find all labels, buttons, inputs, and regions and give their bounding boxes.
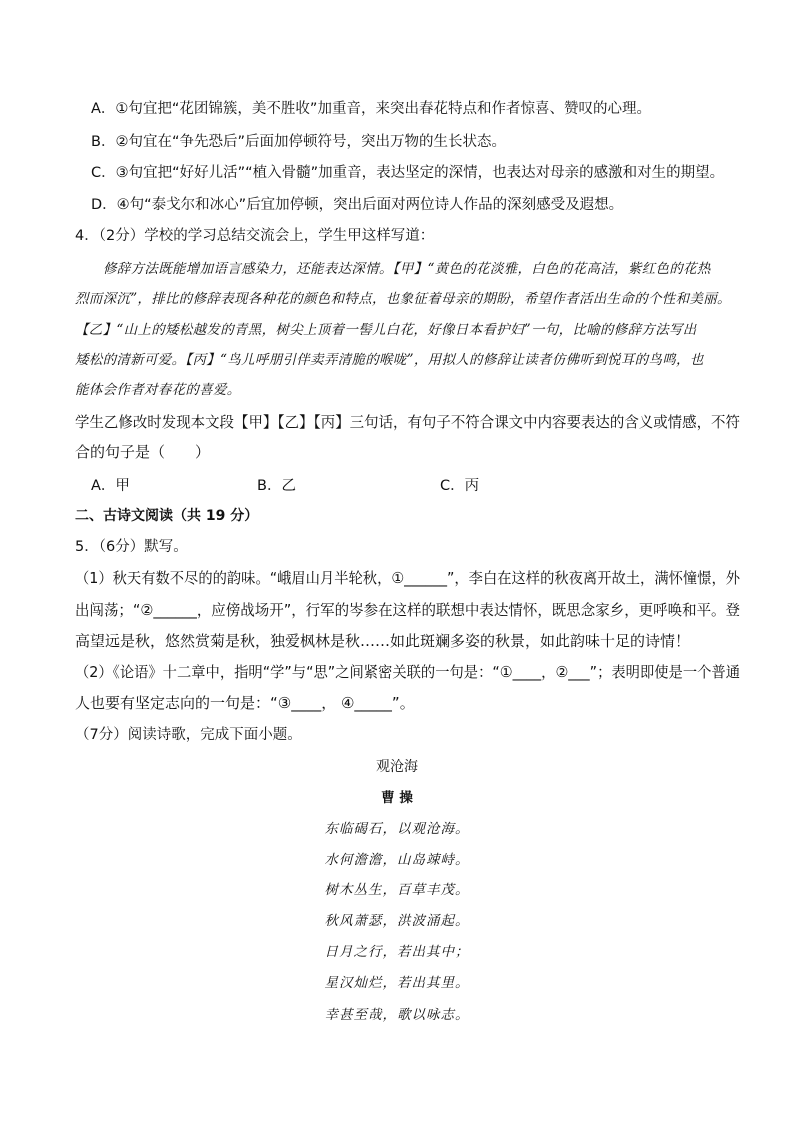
question-5-stem: 5．（6分）默写。 (75, 539, 188, 555)
question-4-stem: 4．（2分）学校的学习总结交流会上，学生甲这样写道： (75, 228, 435, 244)
poem-line: 水何澹澹，山岛竦峙。 (324, 852, 470, 868)
passage-line: 矮松的清新可爱。【丙】“鸟儿呼朋引伴卖弄清脆的喉咙”，用拟人的修辞让读者仿佛听到悦耳的鸟鸣，也 (75, 352, 704, 368)
poem-line: 幸甚至哉，歌以咏志。 (324, 1007, 470, 1023)
option-d: D．④句“泰戈尔和冰心”后宜加停顿，突出后面对两位诗人作品的深刻感受及遐想。 (91, 197, 624, 213)
question-5-part1: 出闯荡；“②______，应傍战场开”，行军的岑参在这样的联想中表达情怀，既思念家乡，更呼唤和平。登 (75, 601, 741, 619)
passage-line: 修辞方法既能增加语言感染力，还能表达深情。【甲】“黄色的花淡雅，白色的花高洁，紫红色的花热 (103, 261, 711, 277)
option-b: B．②句宜在“争先恐后”后面加停顿符号，突出万物的生长状态。 (91, 134, 506, 150)
question-6-stem: （7分）阅读诗歌，完成下面小题。 (75, 727, 302, 743)
question-5-part2: （2）《论语》十二章中，指明“学”与“思”之间紧密关联的一句是：“①____，②___”；表明即使是一个普通 (75, 663, 740, 681)
passage-line: 烈而深沉”，排比的修辞表现各种花的颜色和特点，也象征着母亲的期盼，希望作者活出生命的个性和美丽。 (75, 291, 731, 307)
poem-line: 星汉灿烂，若出其里。 (324, 975, 470, 991)
passage-line: 能体会作者对春花的喜爱。 (75, 382, 241, 398)
poem-line: 东临碣石，以观沧海。 (324, 821, 470, 837)
section-2-title: 二、古诗文阅读（共 19 分） (75, 508, 259, 524)
question-4-text: 学生乙修改时发现本文段【甲】【乙】【丙】三句话，有句子不符合课文中内容要表达的含义或情感，不符 (75, 413, 740, 431)
option-a: A．①句宜把“花团锦簇，美不胜收”加重音，来突出春花特点和作者惊喜、赞叹的心理。 (91, 101, 651, 117)
poem-line: 树木丛生，百草丰茂。 (324, 882, 470, 898)
question-4-text: 合的句子是（ ） (75, 443, 211, 461)
choice-a: A．甲 (91, 478, 130, 494)
poem-title: 观沧海 (376, 759, 418, 775)
option-c: C．③句宜把“好好儿活”“植入骨髓”加重音，表达坚定的深情，也表达对母亲的感激和对生的期望。 (91, 165, 725, 181)
poem-author: 曹 操 (381, 790, 413, 806)
passage-line: 【乙】“山上的矮松越发的青黑，树尖上顶着一髻儿白花，好像日本看护妇”一句，比喻的修辞方法写出 (75, 322, 697, 338)
poem-line: 日月之行，若出其中； (324, 944, 470, 960)
question-5-part1: （1）秋天有数不尽的的韵味。“峨眉山月半轮秋，①______”，李白在这样的秋夜离开故土，满怀憧憬，外 (75, 569, 741, 587)
poem-line: 秋风萧瑟，洪波涌起。 (324, 913, 470, 929)
choice-c: C．丙 (440, 478, 480, 494)
question-5-part1: 高望远是秋，悠然赏菊是秋，独爱枫林是秋……如此斑斓多姿的秋景，如此韵味十足的诗情！ (75, 632, 691, 650)
choice-b: B．乙 (257, 478, 296, 494)
question-5-part2: 人也要有坚定志向的一句是：“③____， ④_____”。 (75, 694, 415, 712)
